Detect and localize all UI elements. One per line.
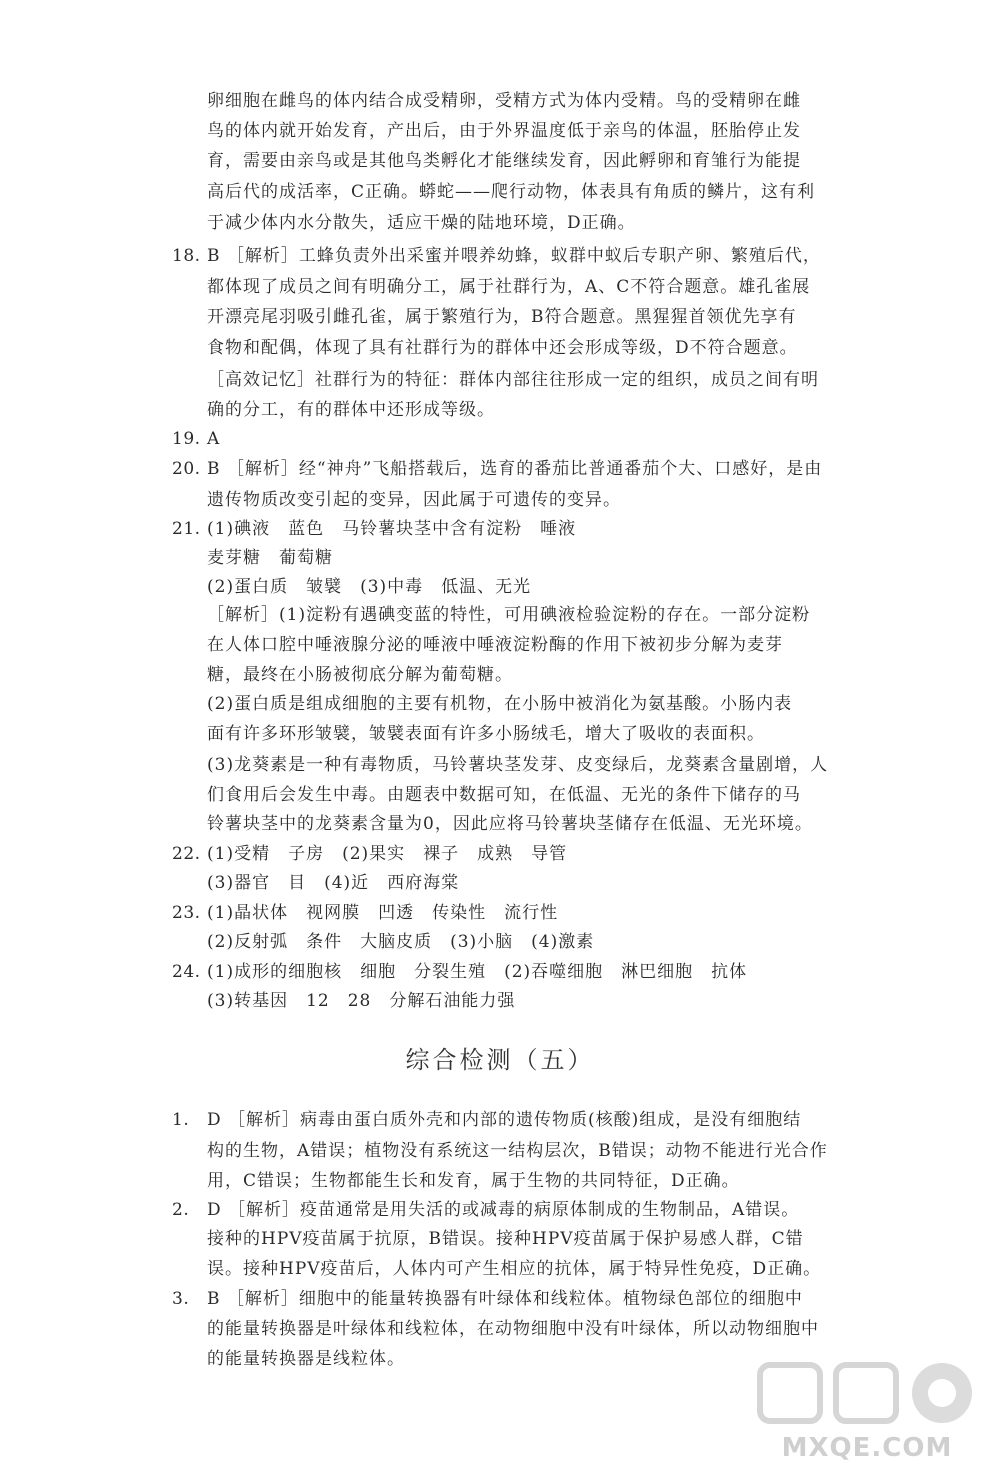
text-line: 的能量转换器是叶绿体和线粒体，在动物细胞中没有叶绿体，所以动物细胞中 [207, 1319, 819, 1339]
section-title: 综合检测（五） [405, 1046, 595, 1074]
text-line: D ［解析］病毒由蛋白质外壳和内部的遗传物质(核酸)组成，是没有细胞结 [207, 1110, 802, 1130]
question-number: 2. [172, 1200, 190, 1220]
text-line: (2)反射弧 条件 大脑皮质 (3)小脑 (4)激素 [207, 932, 595, 952]
text-line: 们食用后会发生中毒。由题表中数据可知，在低温、无光的条件下储存的马 [207, 785, 801, 805]
text-line: (1)碘液 蓝色 马铃薯块茎中含有淀粉 唾液 [207, 519, 577, 539]
text-line: 铃薯块茎中的龙葵素含量为0，因此应将马铃薯块茎储存在低温、无光环境。 [207, 814, 813, 834]
text-line: (1)成形的细胞核 细胞 分裂生殖 (2)吞噬细胞 淋巴细胞 抗体 [207, 962, 748, 982]
text-line: 都体现了成员之间有明确分工，属于社群行为，A、C不符合题意。雄孔雀展 [207, 277, 811, 297]
text-line: 误。接种HPV疫苗后，人体内可产生相应的抗体，属于特异性免疫，D正确。 [207, 1259, 822, 1279]
text-line: (1)晶状体 视网膜 凹透 传染性 流行性 [207, 903, 559, 923]
text-line: 接种的HPV疫苗属于抗原，B错误。接种HPV疫苗属于保护易感人群，C错 [207, 1229, 804, 1249]
text-line: 于减少体内水分散失，适应干燥的陆地环境，D正确。 [207, 213, 636, 233]
question-number: 22. [172, 844, 201, 864]
text-line: ［解析］(1)淀粉有遇碘变蓝的特性，可用碘液检验淀粉的存在。一部分淀粉 [207, 605, 811, 625]
text-line: A [207, 429, 221, 449]
text-line: 卵细胞在雌鸟的体内结合成受精卵，受精方式为体内受精。鸟的受精卵在雌 [207, 91, 801, 111]
question-number: 19. [172, 429, 201, 449]
text-line: 面有许多环形皱襞，皱襞表面有许多小肠绒毛，增大了吸收的表面积。 [207, 724, 765, 744]
text-line: 确的分工，有的群体中还形成等级。 [207, 400, 495, 420]
text-line: 食物和配偶，体现了具有社群行为的群体中还会形成等级，D不符合题意。 [207, 338, 798, 358]
text-line: (2)蛋白质是组成细胞的主要有机物，在小肠中被消化为氨基酸。小肠内表 [207, 694, 793, 714]
text-line: (3)转基因 12 28 分解石油能力强 [207, 991, 516, 1011]
text-line: 麦芽糖 葡萄糖 [207, 548, 333, 568]
text-line: 育，需要由亲鸟或是其他鸟类孵化才能继续发育，因此孵卵和育雏行为能提 [207, 151, 801, 171]
question-number: 18. [172, 246, 201, 266]
text-line: 鸟的体内就开始发育，产出后，由于外界温度低于亲鸟的体温，胚胎停止发 [207, 121, 801, 141]
text-line: (1)受精 子房 (2)果实 裸子 成熟 导管 [207, 844, 568, 864]
question-number: 1. [172, 1110, 190, 1130]
watermark-url: MXQE.COM [781, 1433, 953, 1463]
text-line: B ［解析］细胞中的能量转换器有叶绿体和线粒体。植物绿色部位的细胞中 [207, 1289, 803, 1309]
watermark-icon [752, 1351, 982, 1431]
text-line: 的能量转换器是线粒体。 [207, 1349, 405, 1369]
text-line: D ［解析］疫苗通常是用失活的或减毒的病原体制成的生物制品，A错误。 [207, 1200, 800, 1220]
watermark-logo [752, 1351, 982, 1463]
text-line: 遗传物质改变引起的变异，因此属于可遗传的变异。 [207, 490, 621, 510]
question-number: 23. [172, 903, 201, 923]
text-line: 开漂亮尾羽吸引雌孔雀，属于繁殖行为，B符合题意。黑猩猩首领优先享有 [207, 307, 797, 327]
question-number: 20. [172, 459, 201, 479]
text-line: 高后代的成活率，C正确。蟒蛇——爬行动物，体表具有角质的鳞片，这有利 [207, 182, 816, 202]
text-line: 糖，最终在小肠被彻底分解为葡萄糖。 [207, 665, 513, 685]
text-line: 构的生物，A错误；植物没有系统这一结构层次，B错误；动物不能进行光合作 [207, 1141, 828, 1161]
question-number: 24. [172, 962, 201, 982]
text-line: (3)器官 目 (4)近 西府海棠 [207, 873, 460, 893]
text-line: 在人体口腔中唾液腺分泌的唾液中唾液淀粉酶的作用下被初步分解为麦芽 [207, 635, 783, 655]
text-line: (2)蛋白质 皱襞 (3)中毒 低温、无光 [207, 577, 532, 597]
text-line: (3)龙葵素是一种有毒物质，马铃薯块茎发芽、皮变绿后，龙葵素含量剧增，人 [207, 755, 829, 775]
text-line: 用，C错误；生物都能生长和发育，属于生物的共同特征，D正确。 [207, 1171, 740, 1191]
question-number: 3. [172, 1289, 190, 1309]
text-line: B ［解析］经“神舟”飞船搭载后，选育的番茄比普通番茄个大、口感好，是由 [207, 459, 823, 479]
question-number: 21. [172, 519, 201, 539]
text-line: B ［解析］工蜂负责外出采蜜并喂养幼蜂，蚁群中蚁后专职产卵、繁殖后代， [207, 246, 821, 266]
text-line: ［高效记忆］社群行为的特征：群体内部往往形成一定的组织，成员之间有明 [207, 370, 819, 390]
